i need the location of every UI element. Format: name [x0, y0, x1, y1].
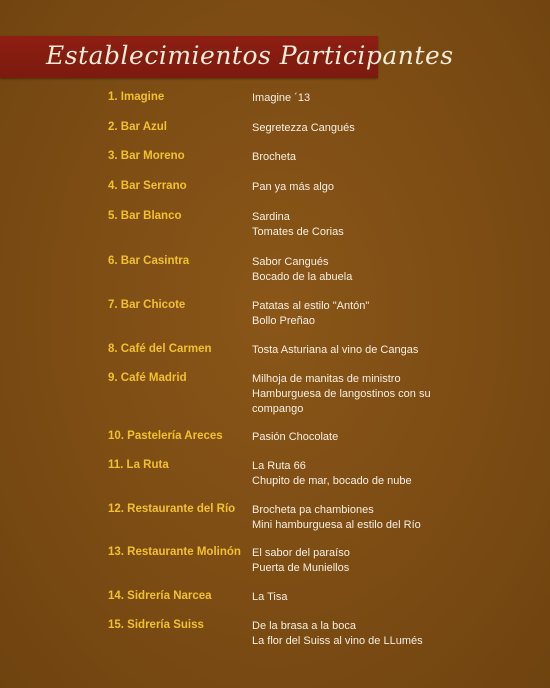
dish-name: La flor del Suiss al vino de LLumés: [252, 635, 423, 647]
dish-name: El sabor del paraíso: [252, 547, 350, 559]
page-title: Establecimientos Participantes: [46, 41, 454, 70]
dish-name: Hamburguesa de langostinos con su: [252, 388, 431, 400]
dish-name: Sardina: [252, 211, 290, 223]
establishment-name: 15. Sidrería Suiss: [108, 619, 204, 631]
establishment-name: 2. Bar Azul: [108, 121, 168, 133]
dish-list: [252, 590, 482, 605]
dish-name: Mini hamburguesa al estilo del Río: [252, 519, 421, 531]
dish-list: [252, 150, 482, 165]
dish-list: [252, 91, 482, 106]
dish-list: [252, 121, 482, 136]
dish-name: Chupito de mar, bocado de nube: [252, 475, 412, 487]
dish-list: [252, 372, 482, 417]
dish-name: Milhoja de manitas de ministro: [252, 373, 401, 385]
dish-list: [252, 503, 482, 533]
dish-list: [252, 343, 482, 358]
dish-name: La Tisa: [252, 591, 288, 603]
dish-list: [252, 430, 482, 445]
establishment-name: 11. La Ruta: [108, 459, 169, 471]
dish-name: Tomates de Corias: [252, 226, 344, 238]
dish-name: Patatas al estilo "Antón": [252, 300, 370, 312]
dish-name: Tosta Asturiana al vino de Cangas: [252, 344, 419, 356]
dish-list: [252, 546, 482, 576]
establishment-name: 6. Bar Casintra: [108, 255, 190, 267]
dish-name: La Ruta 66: [252, 460, 306, 472]
dish-list: [252, 459, 482, 489]
dish-name: compango: [252, 403, 304, 415]
establishment-name: 4. Bar Serrano: [108, 180, 187, 192]
dish-name: Pasión Chocolate: [252, 431, 339, 443]
dish-name: Sabor Cangués: [252, 256, 329, 268]
dish-name: Imagine ´13: [252, 92, 311, 104]
dish-name: Pan ya más algo: [252, 181, 334, 193]
establishment-name: 14. Sidrería Narcea: [108, 590, 212, 602]
dish-name: Brocheta pa chambiones: [252, 504, 374, 516]
dish-name: Puerta de Muniellos: [252, 562, 350, 574]
establishment-name: 9. Café Madrid: [108, 372, 187, 384]
dish-list: [252, 180, 482, 195]
establishment-name: 8. Café del Carmen: [108, 343, 212, 355]
dish-list: [252, 299, 482, 329]
dish-name: Bollo Preñao: [252, 315, 315, 327]
establishment-name: 12. Restaurante del Río: [108, 503, 236, 515]
dish-name: Brocheta: [252, 151, 297, 163]
establishment-name: 10. Pastelería Areces: [108, 430, 223, 442]
dish-list: [252, 210, 482, 240]
establishment-name: 1. Imagine: [108, 91, 165, 103]
establishment-name: 3. Bar Moreno: [108, 150, 185, 162]
establishment-name: 7. Bar Chicote: [108, 299, 186, 311]
dish-list: [252, 255, 482, 285]
dish-name: Segretezza Cangués: [252, 122, 355, 134]
establishment-name: 5. Bar Blanco: [108, 210, 182, 222]
dish-name: De la brasa a la boca: [252, 620, 356, 632]
dish-list: [252, 619, 482, 649]
establishment-name: 13. Restaurante Molinón: [108, 546, 241, 558]
dish-name: Bocado de la abuela: [252, 271, 353, 283]
